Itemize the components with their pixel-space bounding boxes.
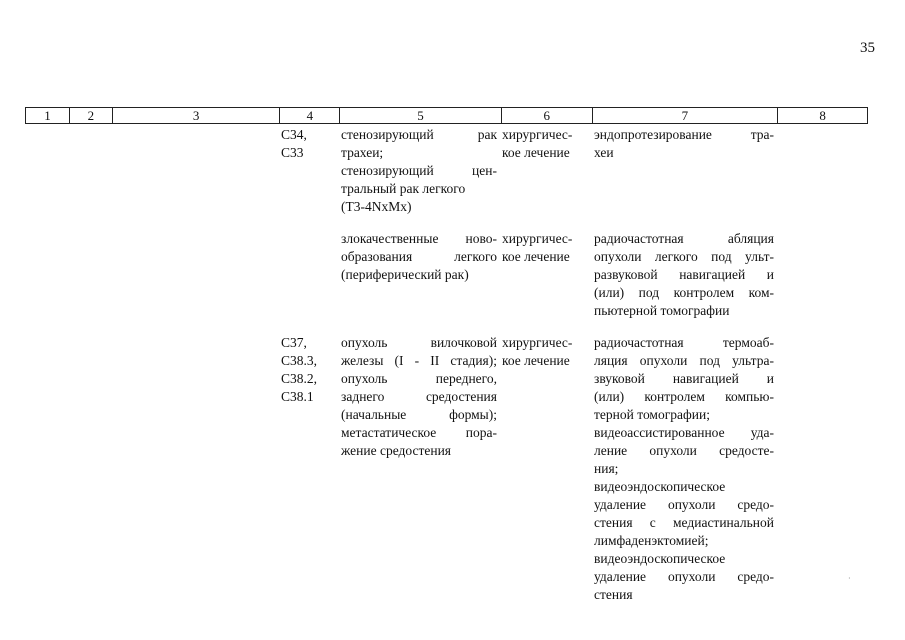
row3-method-line: видеоэндоскопическое (594, 551, 726, 566)
row3-method-line: (или) контролем компью- (594, 389, 774, 404)
row3-code-line: C38.3, (281, 353, 318, 368)
row1-treatment-line: хирургичес- (502, 127, 573, 142)
table-header-row (25, 107, 868, 124)
row1-method-line: хеи (594, 145, 614, 160)
row3-method-line: ляция опухоли под ультра- (594, 353, 774, 368)
row3-method-line: терной томографии; (594, 407, 710, 422)
row3-diagnosis-line: опухоль вилочковой (341, 335, 497, 350)
row2-method-line: развуковой навигацией и (594, 267, 774, 282)
row3-method-cell (594, 334, 774, 604)
row3-method-line: стения с медиастинальной (594, 515, 774, 530)
row2-diagnosis-line: злокачественные ново- (341, 231, 497, 246)
header-col-6: 6 (502, 108, 593, 123)
row3-method-line: ление опухоли средосте- (594, 443, 774, 458)
page-number: 35 (860, 40, 875, 56)
row1-treatment-line: кое лечение (502, 145, 570, 160)
header-col-2: 2 (70, 108, 113, 123)
row3-method-line: удаление опухоли средо- (594, 497, 774, 512)
row3-method-line: лимфаденэктомией; (594, 533, 709, 548)
row2-treatment-line: хирургичес- (502, 231, 573, 246)
row1-method-cell (594, 126, 774, 162)
row3-method-line: стения (594, 587, 633, 602)
row1-diagnosis-line: трахеи; (341, 145, 384, 160)
row3-method-line: удаление опухоли средо- (594, 569, 774, 584)
row1-diagnosis-line: тральный рак легкого (341, 181, 466, 196)
row2-method-cell (594, 230, 774, 320)
row3-code-line: C38.2, (281, 371, 318, 386)
row1-code-line: C34, (281, 127, 307, 142)
row3-method-line: видеоэндоскопическое (594, 479, 726, 494)
row1-treatment-cell (502, 126, 588, 162)
row2-diagnosis-cell (341, 230, 497, 284)
row2-method-line: радиочастотная абляция (594, 231, 774, 246)
row1-method-line: эндопротезирование тра- (594, 127, 774, 142)
scan-speck: · (848, 574, 851, 583)
row1-diagnosis-line: стенозирующий цен- (341, 163, 497, 178)
row3-diagnosis-line: опухоль переднего, (341, 371, 497, 386)
row1-code-line: C33 (281, 145, 304, 160)
row2-treatment-line: кое лечение (502, 249, 570, 264)
header-col-4: 4 (280, 108, 340, 123)
row3-diagnosis-line: метастатическое пора- (341, 425, 497, 440)
row3-diagnosis-line: заднего средостения (341, 389, 497, 404)
row3-treatment-line: кое лечение (502, 353, 570, 368)
header-col-5: 5 (340, 108, 502, 123)
header-col-8: 8 (819, 108, 826, 123)
row3-code-cell (281, 334, 339, 406)
header-col-7: 7 (593, 108, 779, 123)
header-col-1: 1 (26, 108, 70, 123)
row3-diagnosis-line: железы (I - II стадия); (341, 353, 497, 368)
header-col-3: 3 (113, 108, 281, 123)
row2-diagnosis-line: образования легкого (341, 249, 497, 264)
row3-method-line: звуковой навигацией и (594, 371, 774, 386)
row3-method-line: ния; (594, 461, 619, 476)
row2-treatment-cell (502, 230, 588, 266)
row3-treatment-cell (502, 334, 588, 370)
row2-method-line: (или) под контролем ком- (594, 285, 774, 300)
row1-diagnosis-cell (341, 126, 497, 216)
row3-diagnosis-cell (341, 334, 497, 460)
row3-code-line: C37, (281, 335, 307, 350)
row1-diagnosis-line: стенозирующий рак (341, 127, 497, 142)
row2-method-line: опухоли легкого под ульт- (594, 249, 774, 264)
row3-diagnosis-line: жение средостения (341, 443, 452, 458)
row1-diagnosis-line: (T3-4NxMx) (341, 199, 412, 214)
row3-diagnosis-line: (начальные формы); (341, 407, 497, 422)
row3-method-line: радиочастотная термоаб- (594, 335, 774, 350)
row3-treatment-line: хирургичес- (502, 335, 573, 350)
row3-method-line: видеоассистированное уда- (594, 425, 774, 440)
row3-code-line: C38.1 (281, 389, 314, 404)
row1-code-cell (281, 126, 339, 162)
row2-diagnosis-line: (периферический рак) (341, 267, 469, 282)
row2-method-line: пьютерной томографии (594, 303, 730, 318)
